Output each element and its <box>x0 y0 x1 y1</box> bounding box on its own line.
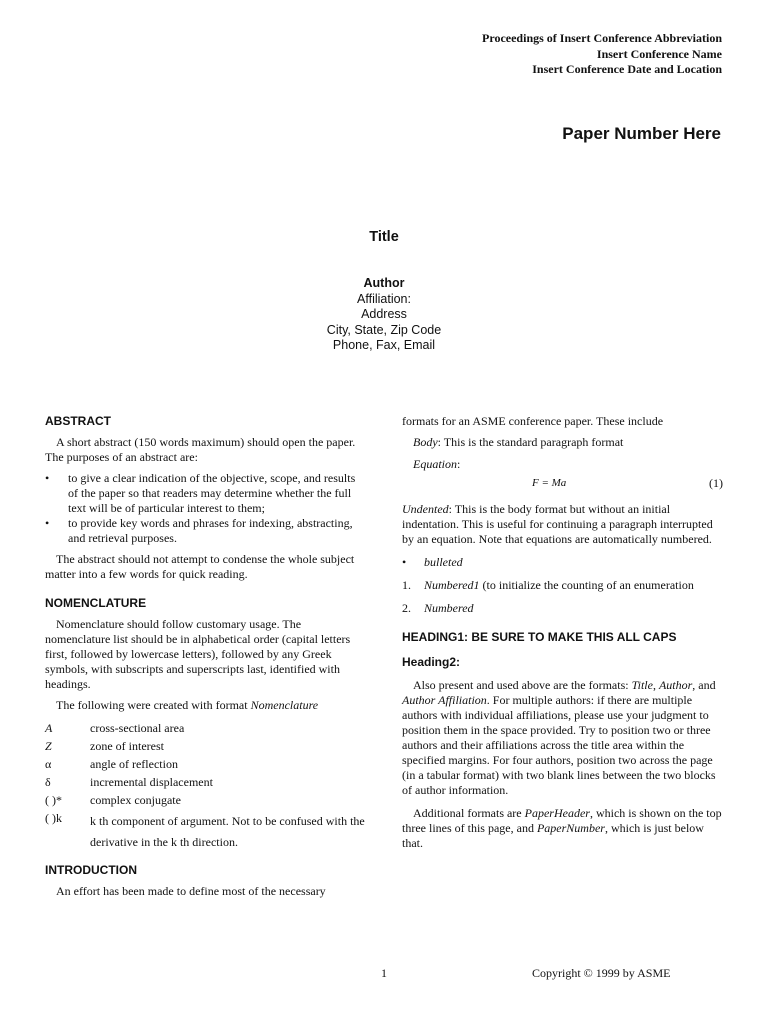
equation-format-line <box>402 457 723 472</box>
nomenclature-symbol: A <box>45 721 53 735</box>
author-formats-para <box>402 678 723 798</box>
numbered1-format-label: Numbered1 <box>424 578 480 592</box>
introduction-text: An effort has been made to define most of the necessary <box>56 884 326 898</box>
nomenclature-definition: k th component of argument. Not to be confused with the derivative in the k th direction. <box>90 814 365 849</box>
heading1-example: HEADING1: BE SURE TO MAKE THIS ALL CAPS <box>402 630 677 644</box>
author-contact: Phone, Fax, Email <box>332 338 436 353</box>
para-text: , which is shown on the top three lines of this page, and <box>402 806 722 835</box>
abstract-intro: A short abstract (150 words maximum) should open the paper. The purposes of an abstract are: <box>45 435 356 464</box>
nomenclature-symbol: ( )* <box>45 793 62 807</box>
header-conference-name: Insert Conference Name <box>596 46 722 61</box>
nomenclature-symbol: ( )k <box>45 811 62 825</box>
nomenclature-entry <box>45 811 367 853</box>
equation-row <box>402 472 723 494</box>
numbered1-format-text: (to initialize the counting of an enumeration <box>479 578 694 592</box>
undented-format-label: Undented <box>402 502 449 516</box>
equation: F = Ma <box>532 477 567 489</box>
para-text: Additional formats are <box>413 806 525 820</box>
numbered-marker: 1. <box>402 578 411 592</box>
numbered-format-item <box>402 601 723 616</box>
nomenclature-entry <box>45 793 367 808</box>
paper-header-format-name: PaperHeader <box>524 806 590 820</box>
body-format-line <box>402 435 723 450</box>
author-address: Address <box>361 307 407 322</box>
nomenclature-definition: angle of reflection <box>90 757 178 771</box>
author-name: Author <box>363 276 405 290</box>
nomenclature-para2-prefix: The following were created with format <box>56 698 251 712</box>
equation-format-colon: : <box>457 457 461 471</box>
page-number: 1 <box>381 966 387 980</box>
nomenclature-entry <box>45 721 367 736</box>
bullet-marker: • <box>45 471 50 485</box>
nomenclature-entry <box>45 739 367 754</box>
bulleted-format-label: bulleted <box>424 555 463 569</box>
nomenclature-heading: NOMENCLATURE <box>45 596 147 610</box>
nomenclature-entry <box>45 757 367 772</box>
title-format-name: Title <box>631 678 653 692</box>
author-format-name: Author <box>658 678 693 692</box>
nomenclature-symbol: Z <box>45 739 52 753</box>
para-text: . For multiple authors: if there are multiple authors with individual affiliations, please use your judgment to position them in the space provided. Try to position two or three authors and their affiliations across the title area within the specified margins. For four authors, position two across the page (in a tabular format) with two blank lines between the two blocks of author information. <box>402 693 716 797</box>
equation-number: (1) <box>709 476 723 490</box>
list-item <box>45 516 367 546</box>
abstract-heading: ABSTRACT <box>45 414 111 428</box>
bullet-marker: • <box>402 555 407 569</box>
numbered-marker: 2. <box>402 601 411 615</box>
equation-format-label: Equation <box>413 457 457 471</box>
nomenclature-para2 <box>45 698 367 713</box>
nomenclature-definition: zone of interest <box>90 739 164 753</box>
paper-header <box>482 31 722 78</box>
bulleted-format-item <box>402 555 723 570</box>
copyright-notice: Copyright © 1999 by ASME <box>532 966 671 980</box>
abstract-bullet-list <box>45 471 367 546</box>
para-text: , <box>652 678 659 692</box>
nomenclature-entry <box>45 775 367 790</box>
abstract-closing: The abstract should not attempt to condense the whole subject matter into a few words for quick reading. <box>45 552 355 581</box>
author-affiliation-format-name: Author Affiliation <box>402 693 487 707</box>
author-city: City, State, Zip Code <box>326 322 442 337</box>
para-text: , which is just below that. <box>402 821 704 850</box>
formats-continuation: formats for an ASME conference paper. These include <box>402 414 664 428</box>
nomenclature-format-name: Nomenclature <box>250 698 319 712</box>
nomenclature-para1: Nomenclature should follow customary usage. The nomenclature list should be in alphabetical order (capital letters first, followed by lowercase letters), followed by any Greek symbols, with subscripts and superscripts last, identified with headings. <box>45 617 351 691</box>
bullet-marker: • <box>45 516 50 530</box>
nomenclature-definition: complex conjugate <box>90 793 181 807</box>
undented-format-para <box>402 502 723 547</box>
heading2-example: Heading2: <box>402 655 461 669</box>
nomenclature-symbol: δ <box>45 775 51 789</box>
numbered1-format-item <box>402 578 723 593</box>
abstract-bullet-text: to provide key words and phrases for indexing, abstracting, and retrieval purposes. <box>68 516 353 545</box>
right-column <box>402 414 723 857</box>
para-text: Also present and used above are the formats: <box>413 678 632 692</box>
nomenclature-definition: cross-sectional area <box>90 721 185 735</box>
paper-title: Title <box>369 229 399 245</box>
undented-format-text: : This is the body format but without an initial indentation. This is useful for continuing a paragraph interrupted by an equation. Note that equations are automatically numbered. <box>402 502 713 546</box>
author-block <box>0 276 768 354</box>
additional-formats-para <box>402 806 723 851</box>
body-format-label: Body <box>413 435 438 449</box>
numbered-format-label: Numbered <box>424 601 474 615</box>
introduction-heading: INTRODUCTION <box>45 863 137 877</box>
nomenclature-list <box>45 721 367 853</box>
paper-number-format-name: PaperNumber <box>536 821 605 835</box>
header-date-location: Insert Conference Date and Location <box>532 62 722 76</box>
nomenclature-definition: incremental displacement <box>90 775 213 789</box>
left-column <box>45 414 367 905</box>
header-proceedings: Proceedings of Insert Conference Abbreviation <box>482 31 722 45</box>
author-affiliation: Affiliation: <box>357 291 411 306</box>
nomenclature-symbol: α <box>45 757 52 771</box>
abstract-bullet-text: to give a clear indication of the objective, scope, and results of the paper so that readers may determine whether the full text will be of particular interest to them; <box>68 471 356 515</box>
body-format-text: : This is the standard paragraph format <box>437 435 624 449</box>
para-text: , and <box>692 678 716 692</box>
paper-number: Paper Number Here <box>562 124 721 143</box>
list-item <box>45 471 367 516</box>
